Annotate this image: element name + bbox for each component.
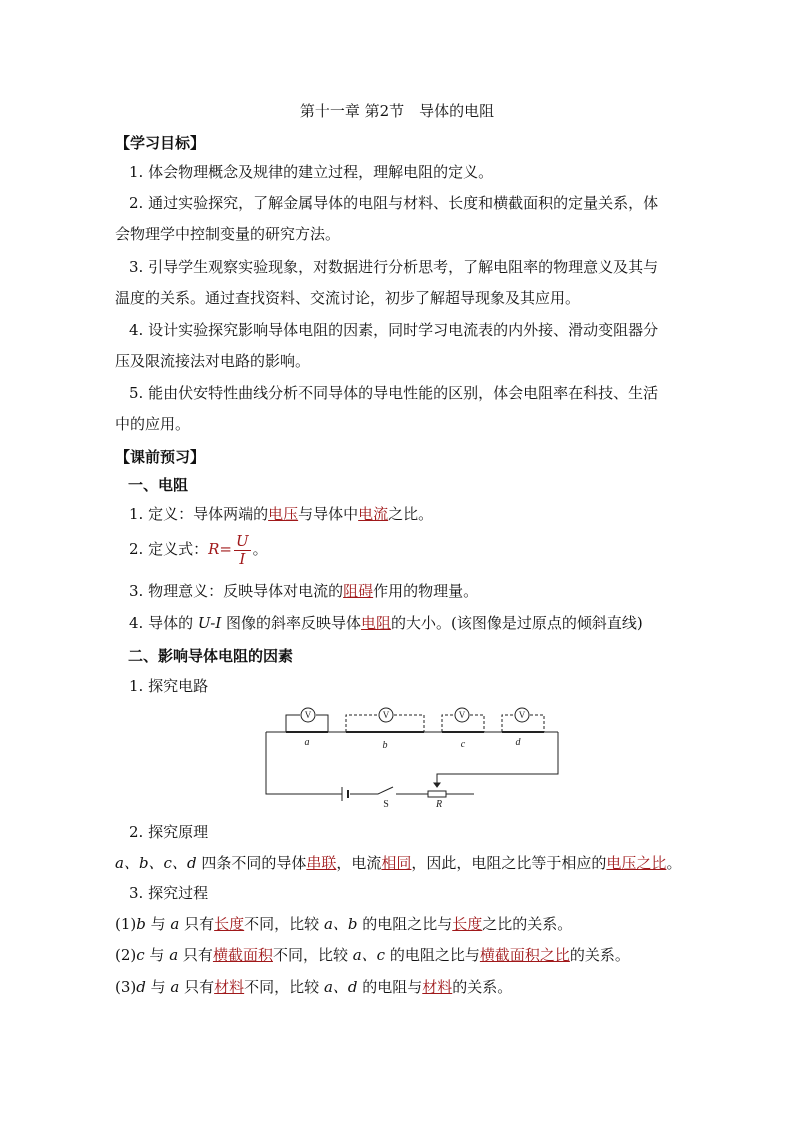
voltmeter-2-label: V (382, 710, 390, 720)
wire-a-label: a (304, 737, 310, 748)
principle-text: a、b、c、d 四条不同的导体串联，电流相同，因此，电阻之比等于相应的电压之比。 (115, 854, 682, 872)
answer-series: 串联 (306, 854, 337, 872)
section-resistance-heading: 一、电阻 (128, 476, 189, 494)
answer-voltage: 电压 (268, 505, 299, 523)
answer-current: 电流 (358, 505, 389, 523)
formula-fraction: $\frac{U}{I}$ (235, 531, 249, 568)
objective-5: 5. 能由伏安特性曲线分析不同导体的导电性能的区别，体会电阻率在科技、生活 (129, 384, 659, 402)
process-item-1: (1)b 与 a 只有长度不同，比较 a、b 的电阻之比与长度之比的关系。 (115, 915, 573, 933)
voltmeter-4-label: V (518, 710, 526, 720)
objective-4: 4. 设计实验探究影响导体电阻的因素，同时学习电流表的内外接、滑动变阻器分 (129, 321, 659, 339)
wire-c-label: c (460, 739, 466, 750)
objective-2: 2. 通过实验探究，了解金属导体的电阻与材料、长度和横截面积的定量关系，体 (129, 194, 659, 212)
formula-line: 2. 定义式：R= $\frac{U}{I}$ 。 (129, 531, 268, 568)
objective-3-cont: 温度的关系。通过查找资料、交流讨论，初步了解超导现象及其应用。 (115, 289, 581, 307)
circuit-diagram (262, 703, 562, 809)
answer-hinder: 阻碍 (343, 582, 374, 600)
page-title: 第十一章 第2节 导体的电阻 (299, 102, 495, 120)
rheostat-label: R (435, 799, 443, 809)
definition-line: 1. 定义：导体两端的电压与导体中电流之比。 (129, 505, 434, 523)
answer-resistance: 电阻 (361, 614, 392, 632)
answer-same: 相同 (381, 854, 412, 872)
objective-5-cont: 中的应用。 (115, 415, 191, 433)
wire-b-label: b (382, 740, 388, 751)
objective-1: 1. 体会物理概念及规律的建立过程，理解电阻的定义。 (129, 163, 494, 181)
voltmeter-1-label: V (304, 710, 312, 720)
objective-4-cont: 压及限流接法对电路的影响。 (115, 352, 311, 370)
objective-2-cont: 会物理学中控制变量的研究方法。 (115, 225, 341, 243)
preview-heading: 【课前预习】 (115, 448, 206, 466)
circuit-label: 1. 探究电路 (129, 677, 209, 695)
switch-label: S (383, 799, 389, 809)
slope-line: 4. 导体的 U-I 图像的斜率反映导体电阻的大小。(该图像是过原点的倾斜直线) (129, 614, 643, 632)
wire-d-label: d (515, 737, 521, 748)
objectives-heading: 【学习目标】 (115, 134, 206, 152)
process-item-3: (3)d 与 a 只有材料不同，比较 a、d 的电阻与材料的关系。 (115, 978, 513, 996)
process-item-2: (2)c 与 a 只有横截面积不同，比较 a、c 的电阻之比与横截面积之比的关系。 (115, 946, 630, 964)
answer-voltage-ratio: 电压之比 (606, 854, 667, 872)
objective-3: 3. 引导学生观察实验现象，对数据进行分析思考，了解电阻率的物理意义及其与 (129, 258, 659, 276)
principle-label: 2. 探究原理 (129, 823, 209, 841)
voltmeter-3-label: V (458, 710, 466, 720)
process-label: 3. 探究过程 (129, 884, 209, 902)
meaning-line: 3. 物理意义：反映导体对电流的阻碍作用的物理量。 (129, 582, 479, 600)
section-factors-heading: 二、影响导体电阻的因素 (128, 647, 294, 665)
